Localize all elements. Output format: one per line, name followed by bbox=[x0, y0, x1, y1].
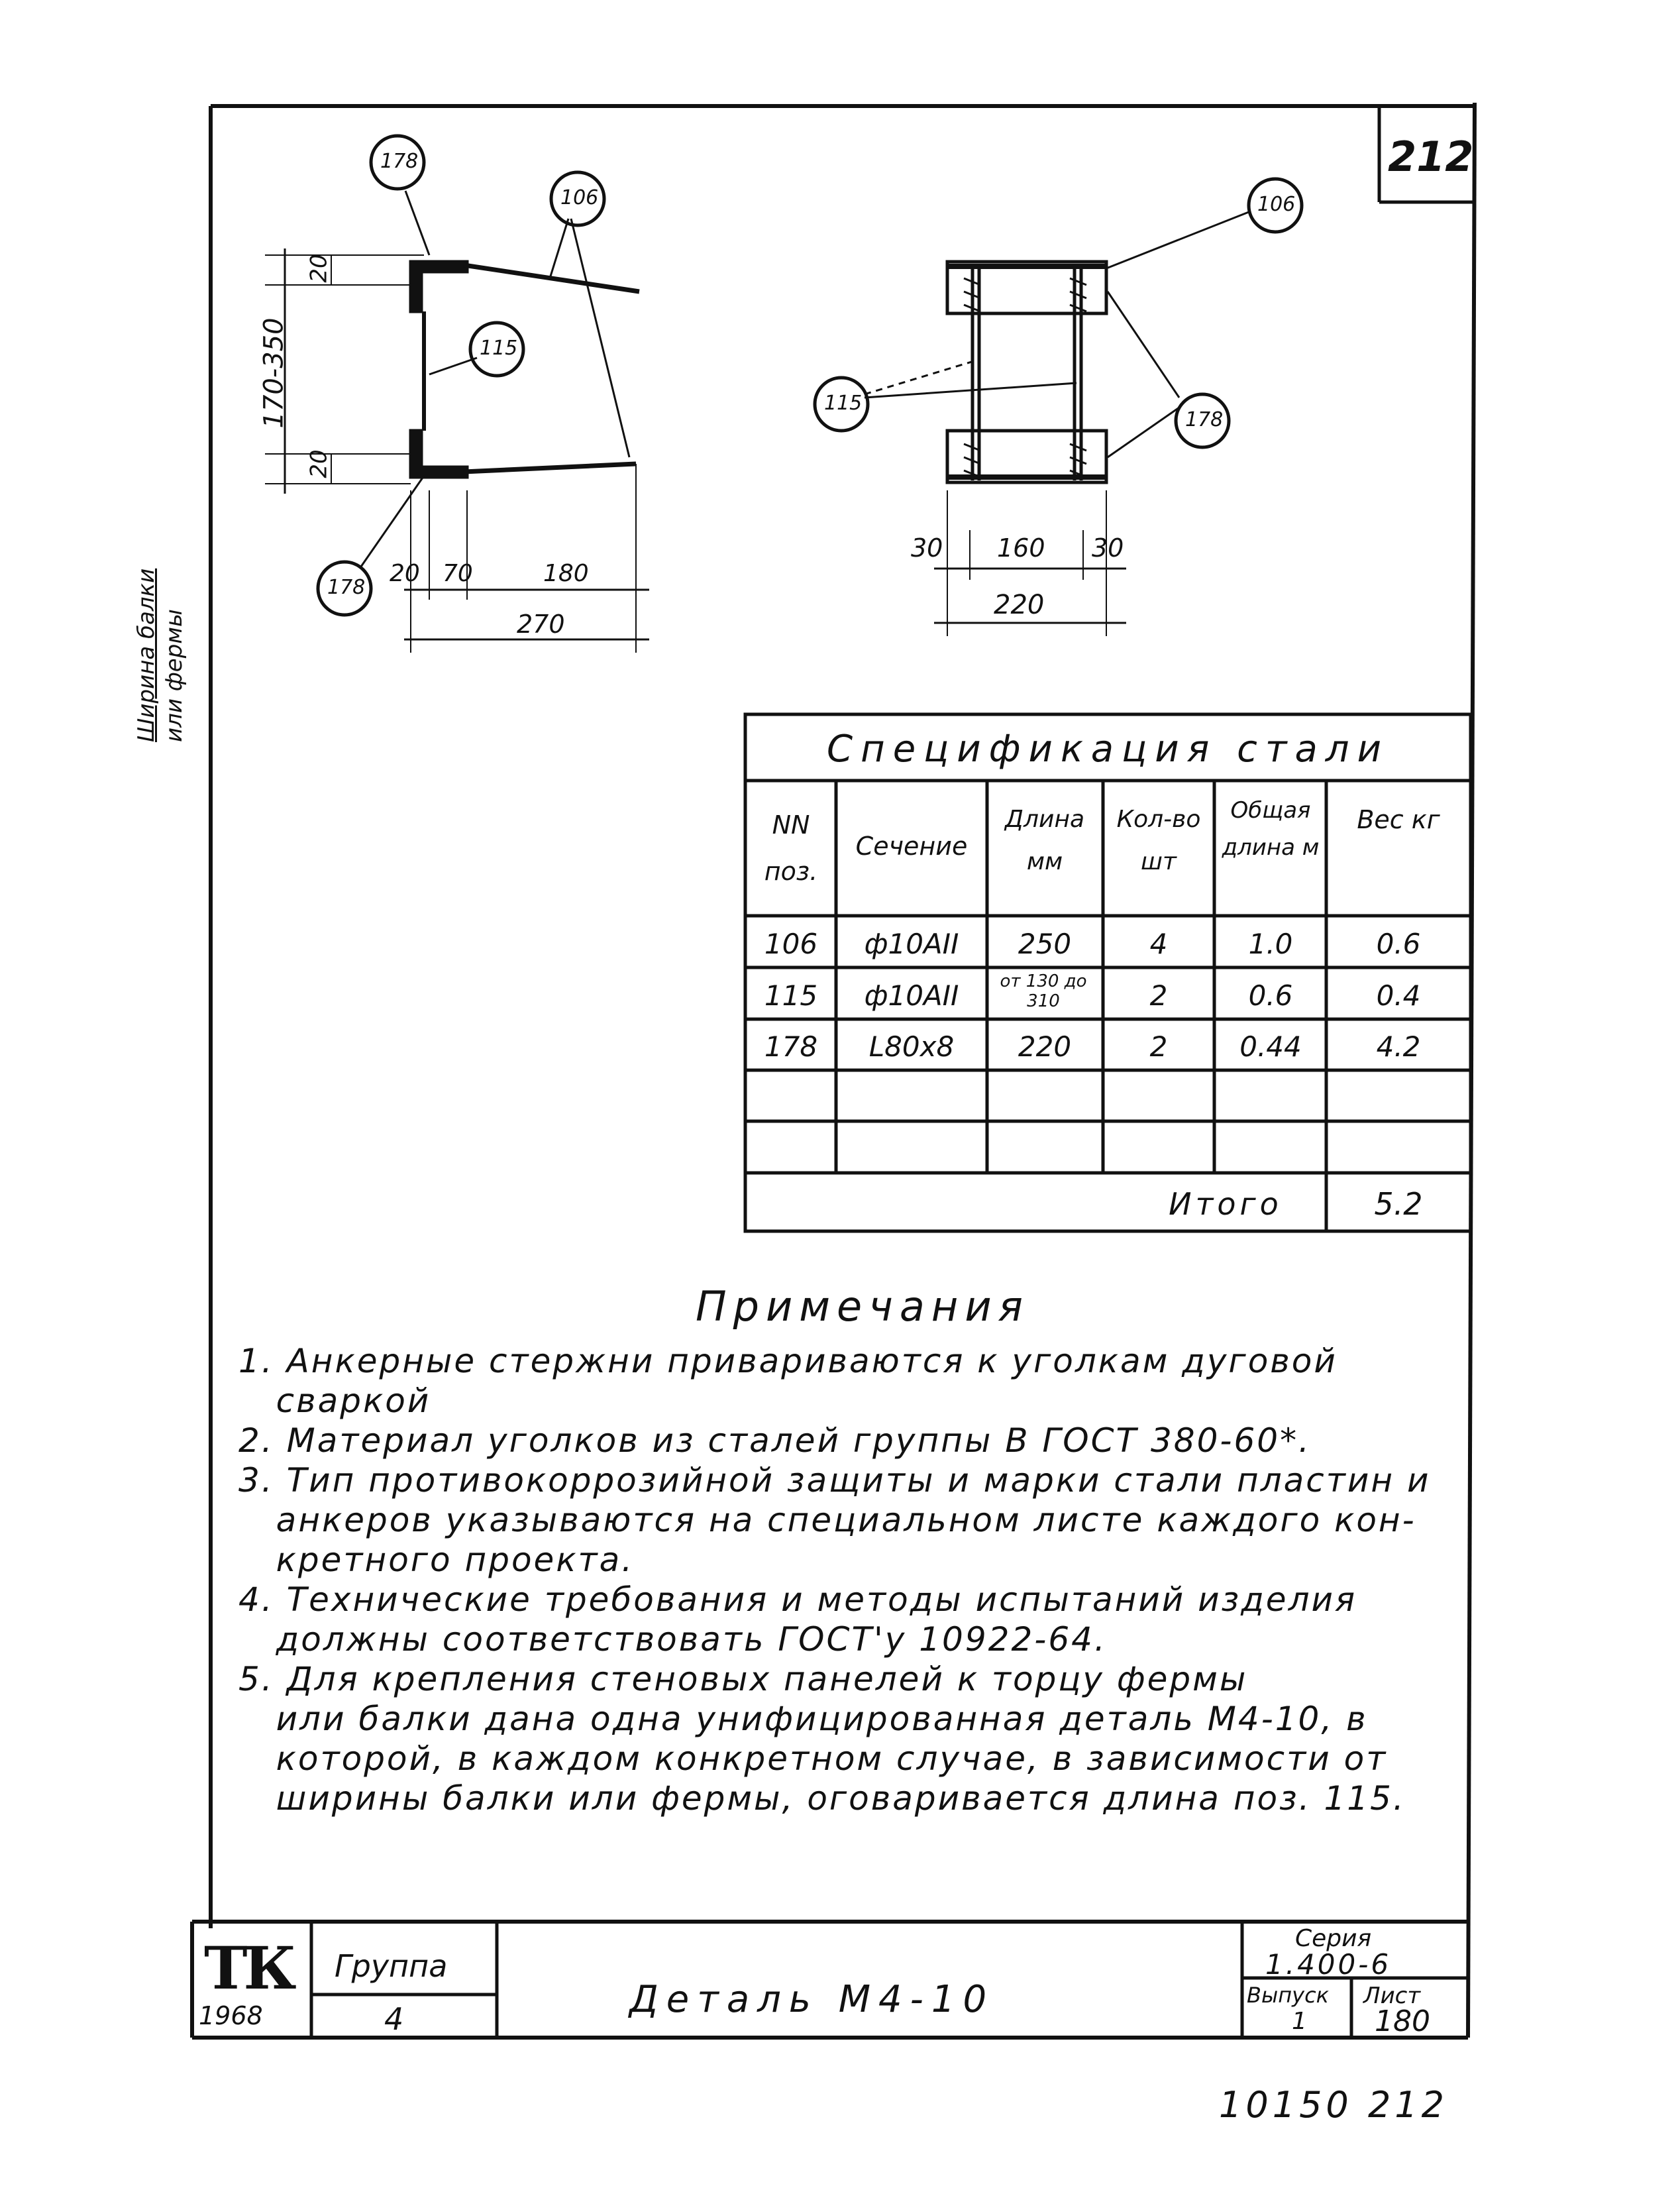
series-value: 1.400-6 bbox=[1265, 1948, 1392, 1981]
note-line-2: сваркой bbox=[238, 1382, 431, 1420]
note-line-3: 2. Материал уголков из сталей группы В ГОСТ 380-60*. bbox=[238, 1421, 1311, 1460]
series-label: Серия bbox=[1295, 1925, 1372, 1952]
dim-220: 220 bbox=[994, 590, 1045, 620]
spec-row-3-total-length: 0.44 bbox=[1239, 1030, 1302, 1063]
spec-row-2-pos: 115 bbox=[764, 979, 818, 1012]
note-line-1: 1. Анкерные стержни привариваются к уголкам дуговой bbox=[238, 1342, 1338, 1380]
spec-header-qty: Кол-во шт bbox=[1116, 806, 1201, 875]
tk-logo: ТК bbox=[204, 1934, 293, 2002]
side-label-beam-width bbox=[132, 569, 188, 742]
spec-title: Спецификация стали bbox=[826, 728, 1389, 771]
spec-row-2-length: от 130 до 310 bbox=[1000, 971, 1087, 1011]
right-plan-drawing bbox=[815, 179, 1302, 636]
spec-table-grid bbox=[745, 714, 1471, 1231]
callout-106-right: 106 bbox=[1257, 193, 1296, 216]
issue-label: Выпуск bbox=[1247, 1983, 1329, 2008]
callout-178-top: 178 bbox=[380, 150, 419, 173]
spec-header-section: Сечение bbox=[855, 832, 968, 861]
spec-row-1-qty: 4 bbox=[1149, 928, 1168, 960]
spec-total-label: Итого bbox=[1169, 1186, 1283, 1222]
callout-106-left: 106 bbox=[560, 186, 599, 209]
note-line-8: должны соответствовать ГОСТ'у 10922-64. bbox=[238, 1620, 1107, 1659]
spec-row-1-section: ф10АII bbox=[864, 928, 959, 960]
spec-header-total-length: Общая длина м bbox=[1222, 797, 1320, 861]
spec-row-2-weight: 0.4 bbox=[1376, 979, 1421, 1012]
callout-115-right: 115 bbox=[824, 392, 863, 415]
notes-title: Примечания bbox=[696, 1282, 1029, 1331]
dim-top-20: 20 bbox=[305, 254, 333, 283]
dim-30-left: 30 bbox=[911, 533, 943, 563]
sheet-value: 180 bbox=[1375, 2004, 1430, 2038]
spec-row-3-section: L80x8 bbox=[868, 1030, 955, 1063]
dim-x-20: 20 bbox=[390, 560, 420, 587]
spec-header-weight: Вес кг bbox=[1357, 805, 1440, 834]
note-line-11: которой, в каждом конкретном случае, в зависимости от bbox=[238, 1739, 1388, 1778]
note-line-10: или балки дана одна унифицированная деталь М4-10, в bbox=[238, 1700, 1368, 1738]
spec-row-3-length: 220 bbox=[1018, 1030, 1072, 1063]
callout-178-bottom: 178 bbox=[327, 576, 366, 599]
spec-row-2-section: ф10АII bbox=[864, 979, 959, 1012]
note-line-7: 4. Технические требования и методы испытаний изделия bbox=[238, 1580, 1357, 1619]
dim-total-270: 270 bbox=[517, 610, 565, 639]
dim-160: 160 bbox=[997, 533, 1045, 563]
note-line-12: ширины балки или фермы, оговаривается длина поз. 115. bbox=[238, 1779, 1406, 1818]
spec-row-1-length: 250 bbox=[1018, 928, 1072, 960]
spec-row-2-qty: 2 bbox=[1149, 979, 1168, 1012]
note-line-5: анкеров указываются на специальном листе каждого кон- bbox=[238, 1501, 1416, 1539]
dim-30-right: 30 bbox=[1092, 533, 1124, 563]
note-line-6: кретного проекта. bbox=[238, 1541, 635, 1579]
group-value: 4 bbox=[384, 2001, 404, 2037]
archive-stamp: 10150 212 bbox=[1219, 2084, 1449, 2126]
sheet-label: Лист bbox=[1363, 1983, 1421, 2009]
spec-row-1-pos: 106 bbox=[764, 928, 818, 960]
spec-total-value: 5.2 bbox=[1374, 1186, 1423, 1222]
callout-178-right: 178 bbox=[1185, 408, 1224, 431]
drawing-title: Деталь М4-10 bbox=[629, 1978, 995, 2021]
callout-115-left: 115 bbox=[480, 337, 518, 360]
spec-row-1-weight: 0.6 bbox=[1376, 928, 1421, 960]
side-label-line-2: или фермы bbox=[161, 609, 187, 742]
dim-bottom-20: 20 bbox=[305, 449, 333, 478]
spec-row-3-weight: 4.2 bbox=[1376, 1030, 1421, 1063]
dim-overall-height: 170-350 bbox=[258, 317, 289, 429]
spec-row-2-total-length: 0.6 bbox=[1248, 979, 1293, 1012]
spec-row-1-total-length: 1.0 bbox=[1248, 928, 1293, 960]
spec-header-length: Длина мм bbox=[1004, 806, 1085, 875]
corner-sheet-number: 212 bbox=[1388, 133, 1474, 181]
side-label-line-1: Ширина балки bbox=[133, 568, 160, 742]
dim-x-180: 180 bbox=[543, 560, 589, 587]
note-line-9: 5. Для крепления стеновых панелей к торцу фермы bbox=[238, 1660, 1248, 1698]
issue-value: 1 bbox=[1292, 2008, 1307, 2035]
group-label: Группа bbox=[335, 1948, 448, 1984]
year: 1968 bbox=[199, 2001, 263, 2030]
spec-header-pos: NN поз. bbox=[764, 810, 818, 886]
dim-x-70: 70 bbox=[443, 560, 473, 587]
spec-row-3-qty: 2 bbox=[1149, 1030, 1168, 1063]
spec-row-3-pos: 178 bbox=[764, 1030, 818, 1063]
note-line-4: 3. Тип противокоррозийной защиты и марки стали пластин и bbox=[238, 1461, 1431, 1500]
